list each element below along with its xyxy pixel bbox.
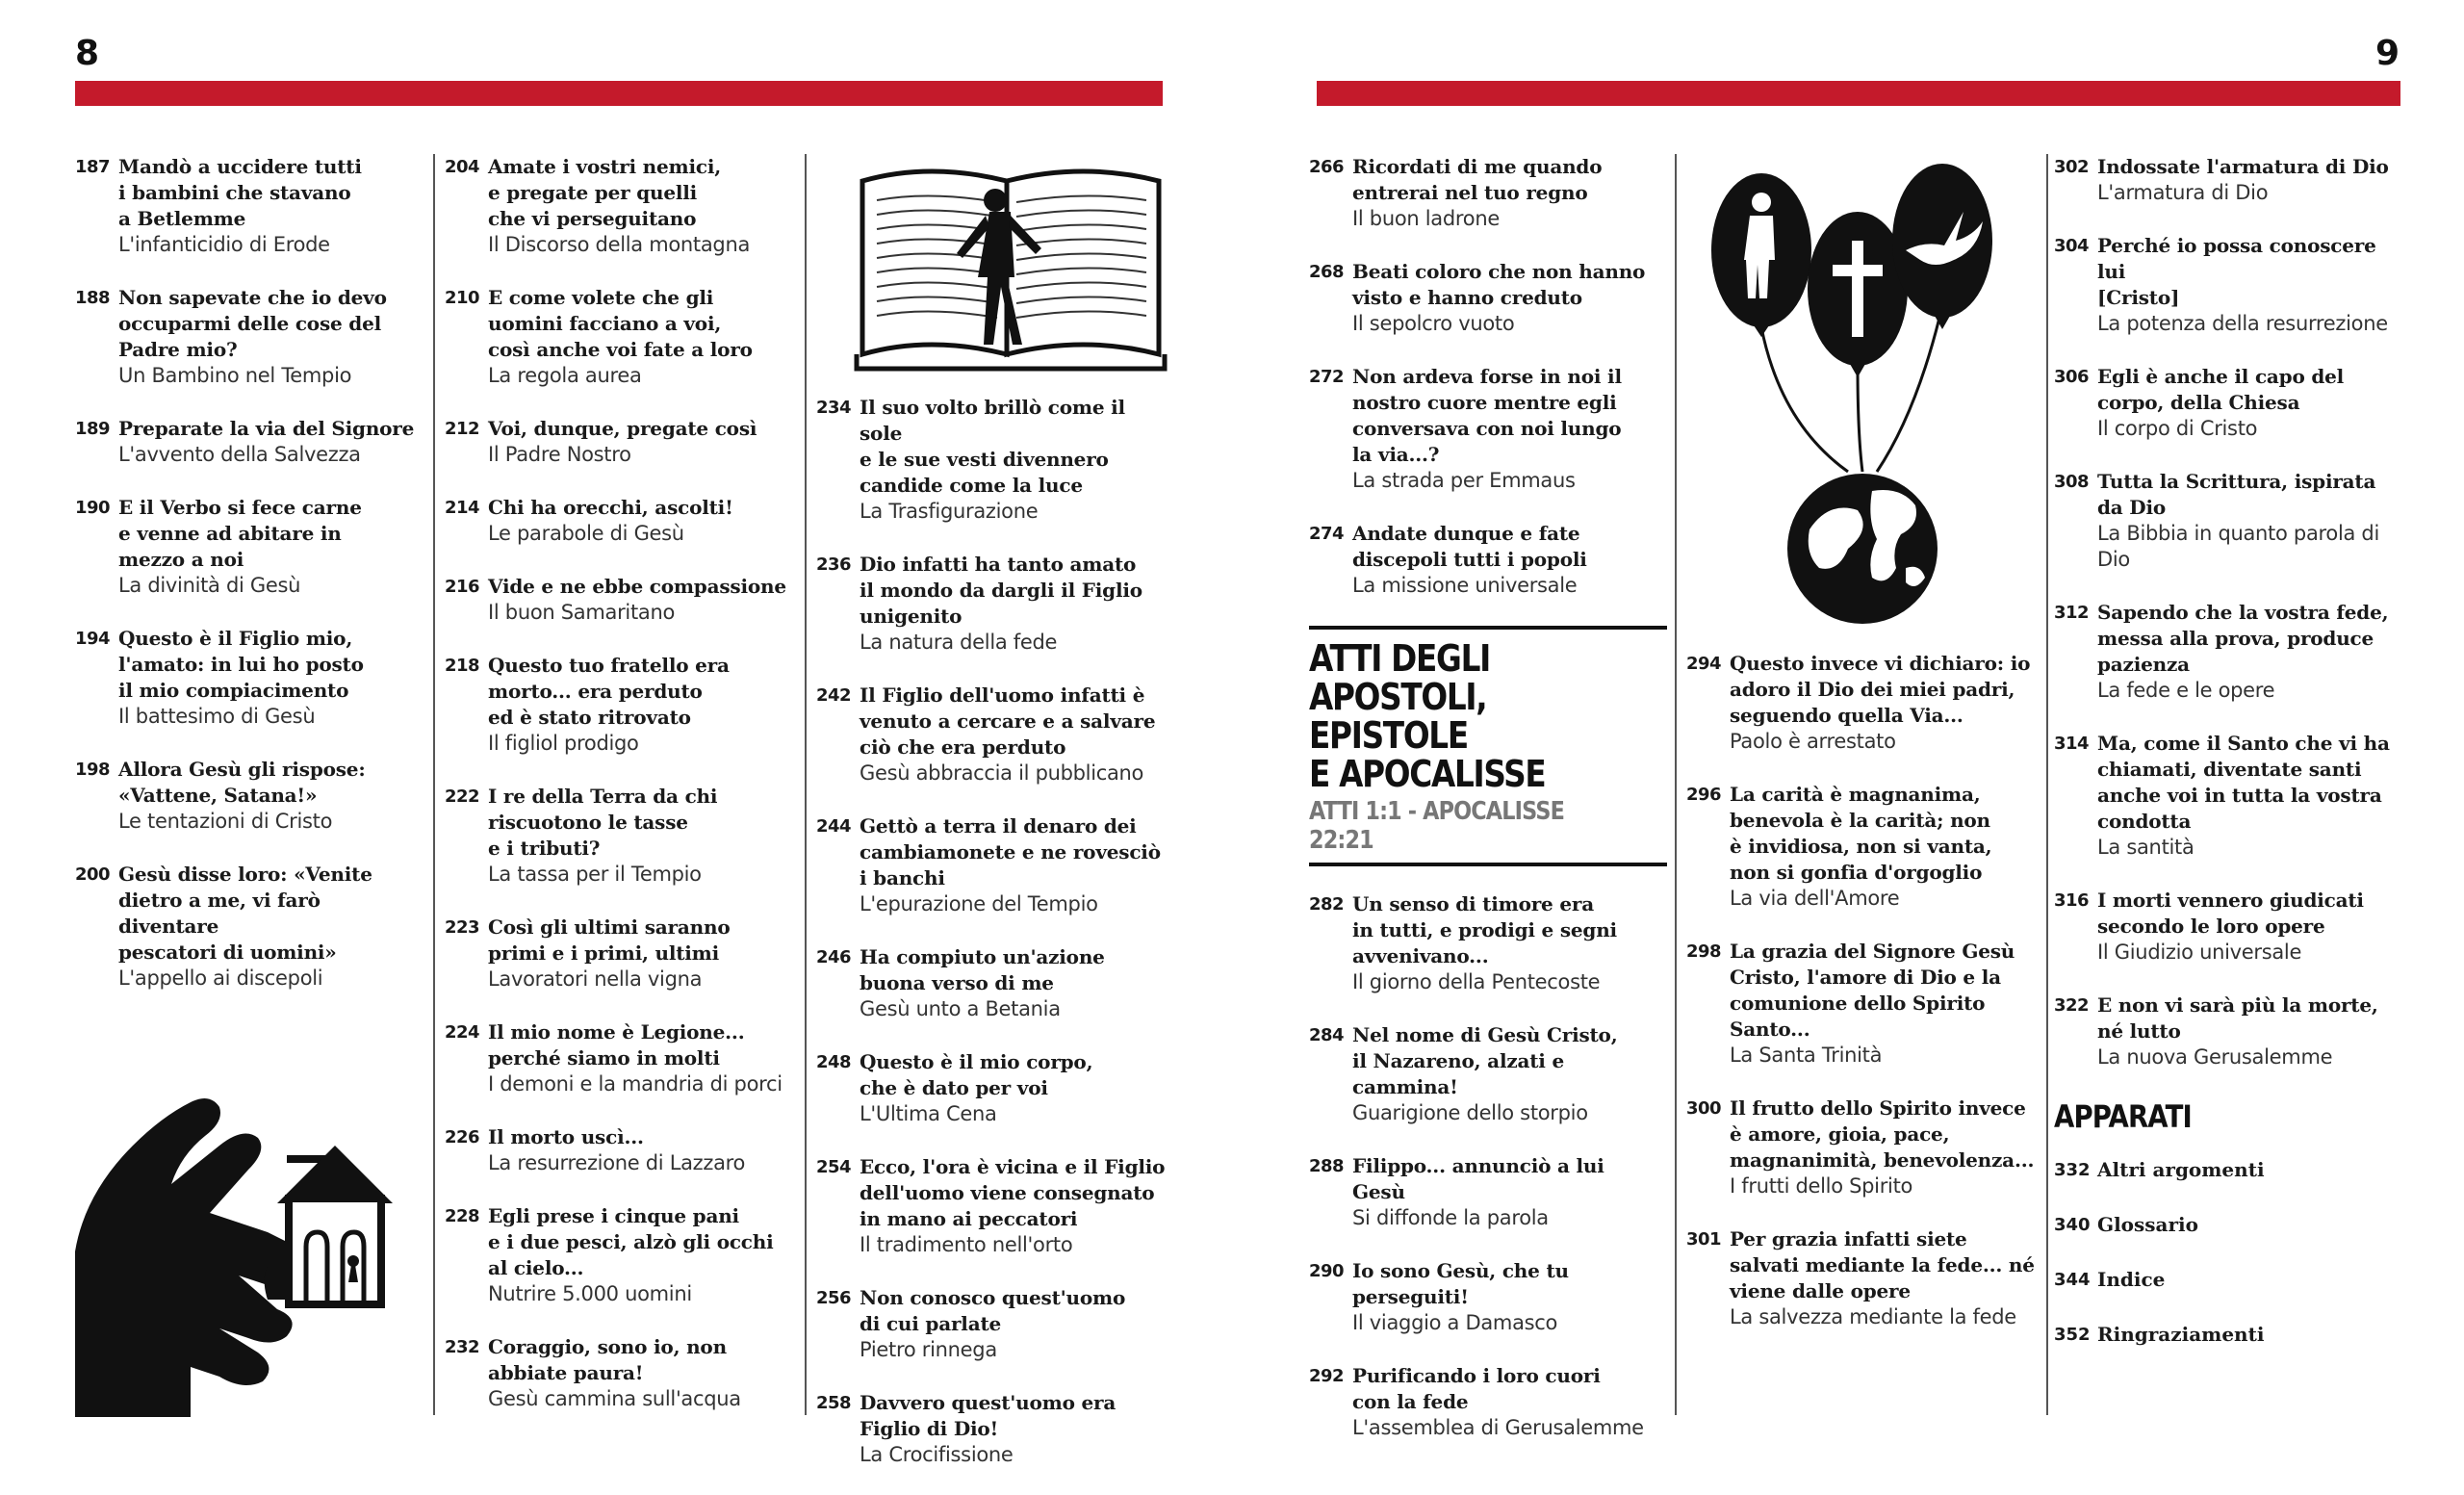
toc-title: La nuova Gerusalemme (2097, 1045, 2333, 1069)
toc-entry (445, 495, 797, 547)
toc-page-number: 223 (445, 917, 480, 938)
apparati-title: APPARATI (2054, 1098, 2192, 1135)
toc-entry (816, 1285, 1172, 1363)
toc-page-number: 258 (816, 1393, 852, 1413)
toc-quote: Davvero quest'uomo era Figlio di Dio! (860, 1391, 1116, 1440)
toc-entry-body (118, 862, 422, 992)
apparati-label: Indice (2097, 1268, 2166, 1291)
toc-entry-body (860, 1390, 1172, 1468)
toc-page-number: 214 (445, 498, 480, 518)
toc-page-number: 188 (75, 288, 111, 308)
toc-entry (816, 395, 1172, 525)
toc-entry-body (1352, 891, 1667, 995)
toc-entry (75, 285, 422, 389)
toc-quote: I morti vennero giudicati secondo le loro opere (2097, 889, 2364, 938)
toc-page-number: 292 (1309, 1366, 1345, 1386)
toc-title: I demoni e la mandria di porci (488, 1072, 783, 1095)
toc-title: La strada per Emmaus (1352, 469, 1576, 492)
toc-title: Il buon Samaritano (488, 601, 676, 624)
toc-entry-body (488, 1334, 797, 1412)
toc-entry-body (860, 1154, 1172, 1258)
toc-entry (1686, 1226, 2039, 1330)
toc-entry-body (2097, 364, 2410, 442)
toc-title: L'assemblea di Gerusalemme (1352, 1416, 1644, 1439)
toc-page-number: 282 (1309, 894, 1345, 915)
toc-page-number: 200 (75, 864, 111, 885)
toc-title: La tassa per il Tempio (488, 863, 702, 886)
toc-quote: Gesù disse loro: «Venite dietro a me, vi farò diventare pescatori di uomini» (118, 863, 372, 964)
toc-quote: Non sapevate che io devo occuparmi delle cose del Padre mio? (118, 286, 387, 361)
toc-entry-body (860, 813, 1172, 917)
toc-title: I frutti dello Spirito (1730, 1174, 1913, 1198)
toc-entry-body (488, 285, 797, 389)
toc-entry-body (860, 944, 1172, 1022)
toc-entry-body (118, 495, 422, 599)
toc-page-number: 322 (2054, 995, 2090, 1016)
toc-entry (75, 416, 422, 468)
toc-quote: Beati coloro che non hanno visto e hanno creduto (1352, 260, 1646, 309)
toc-entry (445, 1203, 797, 1307)
toc-entry-body (488, 1019, 797, 1097)
apparati-label: Glossario (2097, 1213, 2198, 1236)
toc-title: La missione universale (1352, 574, 1578, 597)
toc-quote: Allora Gesù gli rispose: «Vattene, Satana!» (118, 758, 366, 807)
balloons-globe-icon (1704, 144, 2021, 626)
toc-entry (445, 574, 797, 626)
toc-entry-body (2097, 469, 2410, 573)
toc-entry (445, 285, 797, 389)
toc-title: Le tentazioni di Cristo (118, 810, 333, 833)
toc-entry (75, 154, 422, 258)
toc-entry (1686, 1095, 2039, 1199)
open-bible-figure-icon (853, 152, 1168, 374)
toc-entry-body (1352, 364, 1667, 494)
apparati-item (2054, 1212, 2410, 1238)
toc-quote: Filippo... annunciò a lui Gesù (1352, 1154, 1604, 1203)
toc-entry (816, 944, 1172, 1022)
toc-entry (1309, 1022, 1667, 1126)
toc-page-number: 244 (816, 816, 852, 837)
toc-quote: Un senso di timore era in tutti, e prodigi e segni avvenivano... (1352, 892, 1617, 967)
toc-entry (816, 683, 1172, 786)
section-title: ATTI DEGLI APOSTOLI, EPISTOLE E APOCALISSE (1309, 637, 1546, 795)
toc-entry-body (1730, 1095, 2039, 1199)
toc-entry-body (488, 154, 797, 258)
toc-entry-body (488, 1203, 797, 1307)
apparati-item (2054, 1157, 2410, 1183)
toc-title: La regola aurea (488, 364, 642, 387)
toc-page-number: 300 (1686, 1098, 1722, 1119)
toc-page-number: 316 (2054, 890, 2090, 911)
toc-entry (445, 1124, 797, 1176)
toc-title: L'appello ai discepoli (118, 967, 323, 990)
toc-page-number: 210 (445, 288, 480, 308)
toc-page-number: 306 (2054, 367, 2090, 387)
toc-quote: Andate dunque e fate discepoli tutti i popoli (1352, 522, 1587, 571)
column-divider (805, 154, 807, 1415)
toc-quote: E il Verbo si fece carne e venne ad abitare in mezzo a noi (118, 496, 362, 571)
toc-entry-body (488, 784, 797, 888)
toc-page-number: 226 (445, 1127, 480, 1147)
toc-page-number: 296 (1686, 785, 1722, 805)
toc-title: La salvezza mediante la fede (1730, 1305, 2016, 1328)
toc-page-number: 304 (2054, 236, 2090, 256)
toc-entry (1309, 1363, 1667, 1441)
toc-title: Guarigione dello storpio (1352, 1101, 1588, 1124)
toc-title: La natura della fede (860, 631, 1058, 654)
contents-column-6 (2054, 154, 2410, 1377)
contents-column-3 (816, 395, 1172, 1495)
toc-entry (2054, 469, 2410, 573)
toc-entry (445, 784, 797, 888)
toc-title: Il sepolcro vuoto (1352, 312, 1515, 335)
toc-page-number: 204 (445, 157, 480, 177)
toc-entry-body (1730, 782, 2039, 912)
toc-page-number: 232 (445, 1337, 480, 1357)
toc-entry-body (860, 1285, 1172, 1363)
toc-page-number: 248 (816, 1052, 852, 1072)
toc-title: La Santa Trinità (1730, 1044, 1883, 1067)
toc-page-number: 218 (445, 656, 480, 676)
toc-page-number: 190 (75, 498, 111, 518)
toc-page-number: 246 (816, 947, 852, 967)
toc-title: La potenza della resurrezione (2097, 312, 2388, 335)
toc-quote: La carità è magnanima, benevola è la carità; non è invidiosa, non si vanta, non si gonfia d'orgoglio (1730, 783, 1992, 884)
toc-title: Gesù abbraccia il pubblicano (860, 761, 1144, 785)
section-heading (1309, 626, 1667, 866)
toc-quote: Non ardeva forse in noi il nostro cuore mentre egli conversava con noi lungo la via...? (1352, 365, 1622, 466)
toc-quote: I re della Terra da chi riscuotono le tasse e i tributi? (488, 785, 718, 860)
toc-quote: Preparate la via del Signore (118, 417, 415, 440)
toc-title: Il corpo di Cristo (2097, 417, 2258, 440)
toc-entry-body (1352, 1153, 1667, 1231)
toc-title: Il Discorso della montagna (488, 233, 751, 256)
toc-page-number: 187 (75, 157, 111, 177)
toc-quote: Io sono Gesù, che tu perseguiti! (1352, 1259, 1569, 1308)
toc-page-number: 301 (1686, 1229, 1722, 1250)
toc-quote: Coraggio, sono io, non abbiate paura! (488, 1335, 727, 1384)
toc-entry (1309, 891, 1667, 995)
toc-quote: Il Figlio dell'uomo infatti è venuto a cercare e a salvare ciò che era perduto (860, 683, 1156, 759)
toc-quote: E come volete che gli uomini facciano a voi, così anche voi fate a loro (488, 286, 753, 361)
toc-entry (2054, 233, 2410, 337)
toc-page-number: 224 (445, 1022, 480, 1043)
toc-entry (1309, 154, 1667, 232)
toc-title: L'epurazione del Tempio (860, 892, 1098, 915)
toc-title: Il giorno della Pentecoste (1352, 970, 1601, 993)
toc-title: L'avvento della Salvezza (118, 443, 361, 466)
apparati-label: Altri argomenti (2097, 1158, 2265, 1181)
toc-entry-body (1352, 1022, 1667, 1126)
toc-page-number: 256 (816, 1288, 852, 1308)
toc-entry-body (860, 395, 1172, 525)
toc-page-number: 272 (1309, 367, 1345, 387)
toc-title: La resurrezione di Lazzaro (488, 1151, 746, 1174)
toc-entry-body (488, 1124, 797, 1176)
column-divider (2046, 154, 2048, 1415)
apparati-page-number: 352 (2054, 1325, 2091, 1345)
toc-entry (2054, 731, 2410, 861)
page-number-left: 8 (75, 34, 100, 73)
column-divider (433, 154, 435, 1415)
toc-quote: Mandò a uccidere tutti i bambini che stavano a Betlemme (118, 155, 362, 230)
contents-column-5 (1686, 651, 2039, 1357)
toc-entry-body (1730, 651, 2039, 755)
toc-title: Le parabole di Gesù (488, 522, 684, 545)
toc-title: Si diffonde la parola (1352, 1206, 1549, 1229)
toc-title: L'armatura di Dio (2097, 181, 2269, 204)
toc-quote: Il frutto dello Spirito invece è amore, gioia, pace, magnanimità, benevolenza... (1730, 1096, 2035, 1172)
toc-entry (445, 653, 797, 757)
toc-quote: Indossate l'armatura di Dio (2097, 155, 2389, 178)
toc-quote: Questo tuo fratello era morto... era perduto ed è stato ritrovato (488, 654, 730, 729)
toc-page-number: 284 (1309, 1025, 1345, 1045)
toc-title: Il battesimo di Gesù (118, 705, 316, 728)
toc-entry-body (118, 416, 422, 468)
toc-entry-body (118, 757, 422, 835)
section-subtitle: ATTI 1:1 - APOCALISSE 22:21 (1309, 797, 1565, 855)
toc-quote: Sapendo che la vostra fede, messa alla prova, produce pazienza (2097, 601, 2389, 676)
toc-entry-body (488, 495, 797, 547)
toc-quote: Il suo volto brillò come il sole e le sue vesti divennero candide come la luce (860, 396, 1125, 497)
toc-entry-body (2097, 731, 2410, 861)
apparati-item (2054, 1322, 2410, 1348)
toc-entry-body (1352, 1258, 1667, 1336)
toc-entry-body (2097, 600, 2410, 704)
contents-column-2 (445, 154, 797, 1439)
toc-entry (2054, 154, 2410, 206)
toc-entry-body (2097, 888, 2410, 966)
toc-entry-body (1352, 1363, 1667, 1441)
toc-entry-body (2097, 154, 2410, 206)
contents-column-4 (1309, 154, 1667, 1468)
toc-quote: Il morto uscì... (488, 1125, 644, 1148)
toc-title: La Crocifissione (860, 1443, 1014, 1466)
toc-page-number: 312 (2054, 603, 2090, 623)
toc-entry (75, 626, 422, 730)
toc-quote: Il mio nome è Legione... perché siamo in molti (488, 1020, 745, 1070)
toc-entry-body (488, 653, 797, 757)
toc-title: La fede e le opere (2097, 679, 2275, 702)
toc-entry-body (1352, 259, 1667, 337)
toc-quote: Perché io possa conoscere lui [Cristo] (2097, 234, 2376, 309)
toc-entry (75, 495, 422, 599)
toc-entry (445, 915, 797, 992)
toc-page-number: 290 (1309, 1261, 1345, 1281)
toc-title: Il figliol prodigo (488, 732, 639, 755)
toc-quote: Ecco, l'ora è vicina e il Figlio dell'uomo viene consegnato in mano ai peccatori (860, 1155, 1166, 1230)
toc-entry (75, 757, 422, 835)
toc-entry (445, 154, 797, 258)
toc-quote: Ricordati di me quando entrerai nel tuo regno (1352, 155, 1603, 204)
toc-quote: Dio infatti ha tanto amato il mondo da dargli il Figlio unigenito (860, 553, 1142, 628)
toc-quote: Vide e ne ebbe compassione (488, 575, 786, 598)
toc-title: Gesù unto a Betania (860, 997, 1061, 1020)
toc-entry-body (1352, 154, 1667, 232)
toc-quote: La grazia del Signore Gesù Cristo, l'amore di Dio e la comunione dello Spirito Santo... (1730, 940, 2015, 1041)
toc-entry (75, 862, 422, 992)
toc-page-number: 298 (1686, 941, 1722, 962)
toc-entry (445, 1019, 797, 1097)
toc-entry-body (860, 1049, 1172, 1127)
toc-entry-body (2097, 233, 2410, 337)
toc-title: La Bibbia in quanto parola di Dio (2097, 522, 2379, 571)
toc-entry-body (118, 285, 422, 389)
toc-quote: Purificando i loro cuori con la fede (1352, 1364, 1601, 1413)
toc-title: Il buon ladrone (1352, 207, 1500, 230)
toc-quote: Egli prese i cinque pani e i due pesci, alzò gli occhi al cielo... (488, 1204, 774, 1279)
toc-quote: Per grazia infatti siete salvati mediante la fede... né viene dalle opere (1730, 1227, 2035, 1302)
toc-entry (2054, 888, 2410, 966)
toc-title: La via dell'Amore (1730, 887, 1900, 910)
toc-page-number: 288 (1309, 1156, 1345, 1176)
toc-title: La Trasfigurazione (860, 500, 1039, 523)
toc-quote: Non conosco quest'uomo di cui parlate (860, 1286, 1126, 1335)
toc-page-number: 308 (2054, 472, 2090, 492)
toc-entry (1309, 521, 1667, 599)
toc-page-number: 194 (75, 629, 111, 649)
toc-page-number: 236 (816, 554, 852, 575)
toc-title: Lavoratori nella vigna (488, 967, 703, 991)
toc-quote: Amate i vostri nemici, e pregate per quelli che vi perseguitano (488, 155, 722, 230)
contents-column-1 (75, 154, 422, 1018)
toc-entry (445, 416, 797, 468)
toc-quote: Nel nome di Gesù Cristo, il Nazareno, alzati e cammina! (1352, 1023, 1618, 1098)
toc-quote: E non vi sarà più la morte, né lutto (2097, 993, 2378, 1043)
toc-page-number: 198 (75, 760, 111, 780)
toc-title: Nutrire 5.000 uomini (488, 1282, 692, 1305)
toc-page-number: 314 (2054, 734, 2090, 754)
toc-title: Il Giudizio universale (2097, 941, 2302, 964)
apparati-page-number: 332 (2054, 1160, 2091, 1180)
toc-entry (2054, 364, 2410, 442)
toc-entry (2054, 600, 2410, 704)
toc-title: L'Ultima Cena (860, 1102, 997, 1125)
toc-page-number: 274 (1309, 524, 1345, 544)
toc-entry (1686, 782, 2039, 912)
toc-title: Il tradimento nell'orto (860, 1233, 1073, 1256)
toc-entry-body (1730, 1226, 2039, 1330)
apparati-page-number: 344 (2054, 1270, 2091, 1290)
toc-page-number: 228 (445, 1206, 480, 1226)
toc-entry (816, 813, 1172, 917)
toc-title: Un Bambino nel Tempio (118, 364, 352, 387)
toc-page-number: 216 (445, 577, 480, 597)
toc-entry (816, 1049, 1172, 1127)
toc-title: Pietro rinnega (860, 1338, 997, 1361)
toc-title: La santità (2097, 836, 2194, 859)
hand-holding-house-icon (75, 1078, 431, 1417)
toc-title: La divinità di Gesù (118, 574, 301, 597)
toc-quote: Ha compiuto un'azione buona verso di me (860, 945, 1105, 994)
toc-quote: Questo invece vi dichiaro: io adoro il Dio dei miei padri, seguendo quella Via... (1730, 652, 2031, 727)
toc-entry (1686, 651, 2039, 755)
column-divider (1675, 154, 1677, 1415)
toc-entry (816, 1154, 1172, 1258)
toc-quote: Questo è il mio corpo, che è dato per voi (860, 1050, 1093, 1099)
toc-entry-body (1352, 521, 1667, 599)
toc-quote: Chi ha orecchi, ascolti! (488, 496, 733, 519)
toc-page-number: 242 (816, 685, 852, 706)
toc-title: Il Padre Nostro (488, 443, 631, 466)
toc-page-number: 266 (1309, 157, 1345, 177)
toc-page-number: 302 (2054, 157, 2090, 177)
page-number-right: 9 (2375, 34, 2400, 73)
toc-entry (445, 1334, 797, 1412)
toc-entry (816, 552, 1172, 656)
toc-page-number: 222 (445, 786, 480, 807)
toc-entry-body (118, 626, 422, 730)
toc-entry-body (488, 915, 797, 992)
toc-entry-body (860, 683, 1172, 786)
toc-entry (1309, 364, 1667, 494)
toc-entry-body (488, 416, 797, 468)
toc-quote: Questo è il Figlio mio, l'amato: in lui ho posto il mio compiacimento (118, 627, 364, 702)
toc-page-number: 254 (816, 1157, 852, 1177)
apparati-page-number: 340 (2054, 1215, 2091, 1235)
apparati-label: Ringraziamenti (2097, 1323, 2265, 1346)
toc-quote: Egli è anche il capo del corpo, della Chiesa (2097, 365, 2345, 414)
toc-entry-body (860, 552, 1172, 656)
toc-quote: Tutta la Scrittura, ispirata da Dio (2097, 470, 2376, 519)
toc-page-number: 234 (816, 398, 852, 418)
toc-quote: Così gli ultimi saranno primi e i primi, ultimi (488, 915, 731, 965)
toc-entry (2054, 992, 2410, 1070)
toc-page-number: 212 (445, 419, 480, 439)
toc-entry (1309, 1258, 1667, 1336)
toc-entry-body (118, 154, 422, 258)
toc-entry (1309, 259, 1667, 337)
toc-entry (1309, 1153, 1667, 1231)
toc-title: Il viaggio a Damasco (1352, 1311, 1558, 1334)
toc-page-number: 294 (1686, 654, 1722, 674)
toc-title: L'infanticidio di Erode (118, 233, 330, 256)
header-bar-right (1317, 81, 2400, 106)
toc-title: Paolo è arrestato (1730, 730, 1896, 753)
toc-entry (1686, 939, 2039, 1069)
toc-quote: Ma, come il Santo che vi ha chiamati, diventate santi anche voi in tutta la vostra condotta (2097, 732, 2390, 833)
toc-entry (816, 1390, 1172, 1468)
toc-quote: Voi, dunque, pregate così (488, 417, 757, 440)
toc-title: Gesù cammina sull'acqua (488, 1387, 741, 1410)
header-bar-left (75, 81, 1163, 106)
toc-entry-body (1730, 939, 2039, 1069)
toc-entry-body (2097, 992, 2410, 1070)
apparati-item (2054, 1267, 2410, 1293)
toc-entry-body (488, 574, 797, 626)
toc-quote: Gettò a terra il denaro dei cambiamonete e ne rovesciò i banchi (860, 814, 1161, 889)
toc-page-number: 268 (1309, 262, 1345, 282)
toc-page-number: 189 (75, 419, 111, 439)
